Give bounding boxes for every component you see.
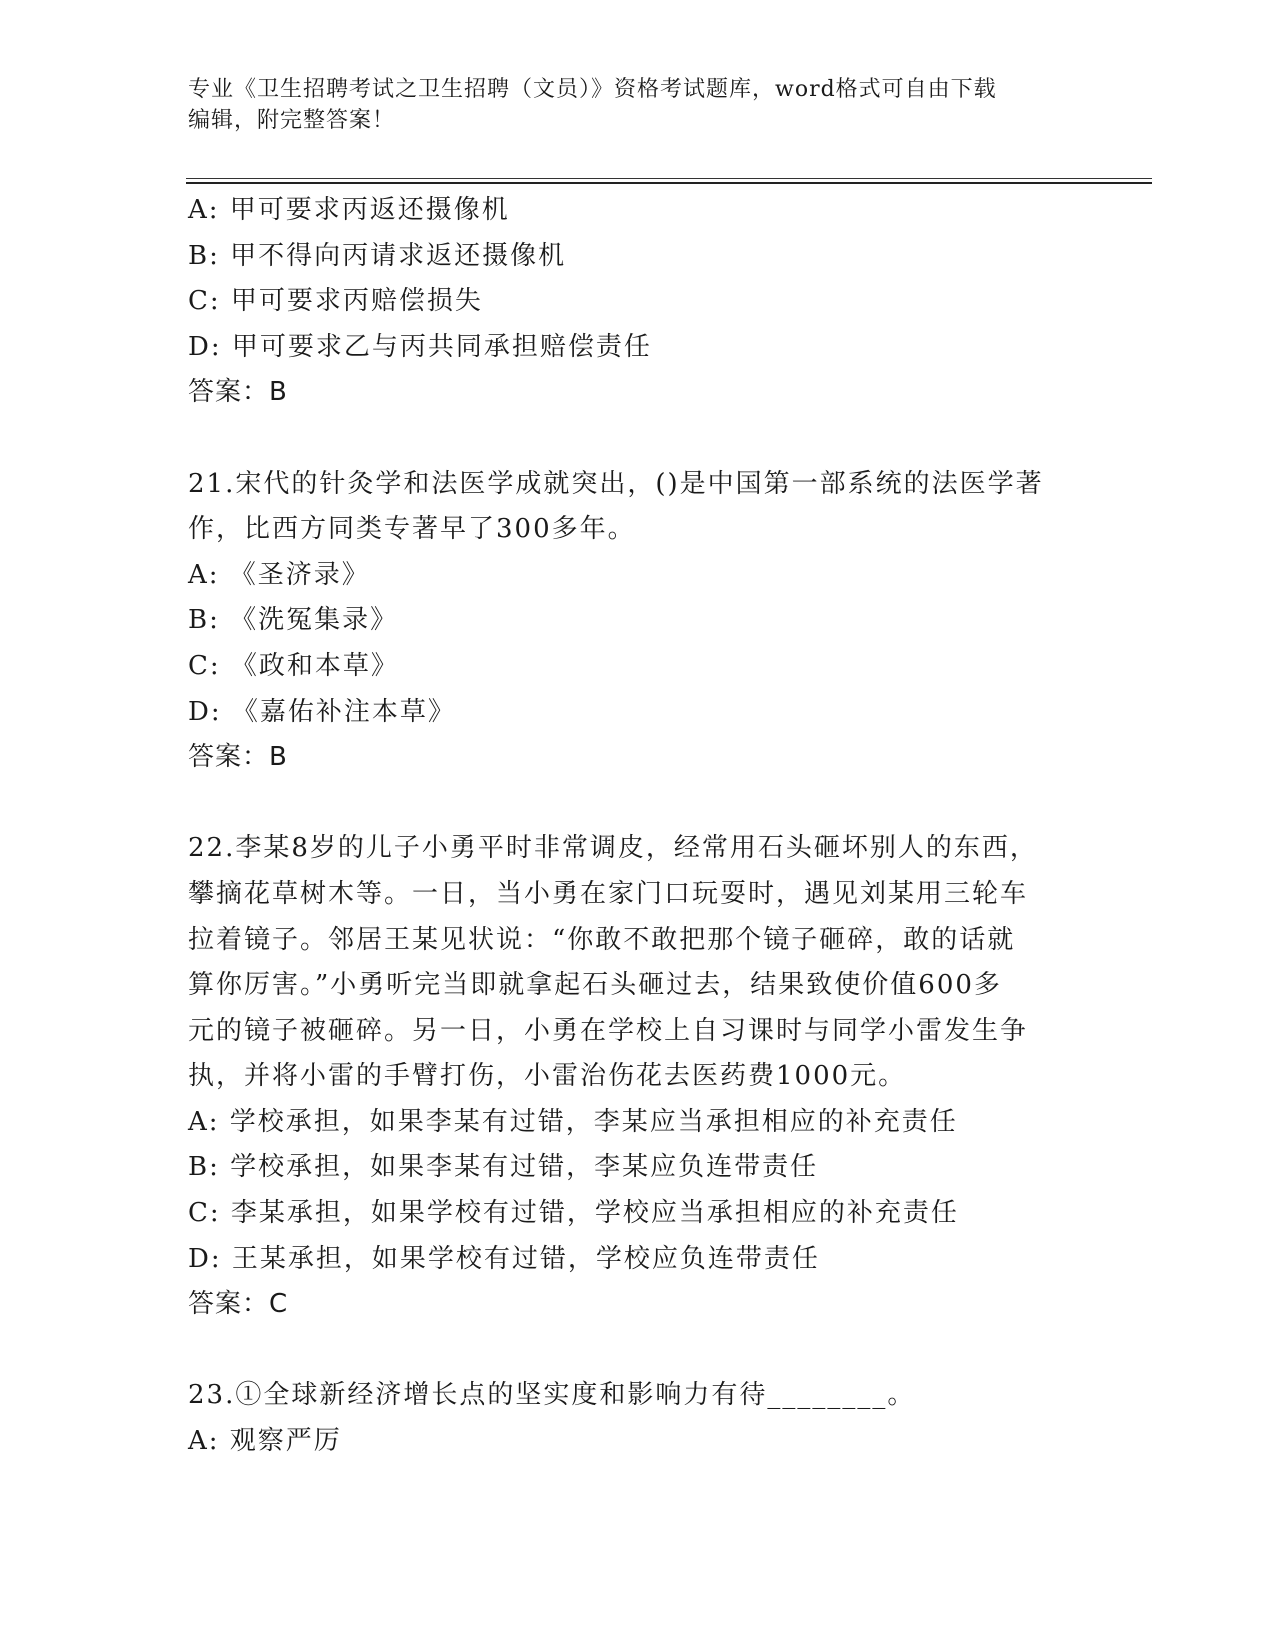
question-stem-line: 拉着镜子。邻居王某见状说：“你敢不敢把那个镜子砸碎，敢的话就: [188, 924, 1016, 955]
option-d: D: 王某承担，如果学校有过错，学校应负连带责任: [188, 1243, 820, 1274]
question-list: [188, 188, 1088, 1465]
option-a: A: 观察严厉: [188, 1426, 342, 1457]
question-stem-line: 22.李某8岁的儿子小勇平时非常调皮，经常用石头砸坏别人的东西，: [188, 833, 1038, 864]
question-block-21: [188, 462, 1088, 781]
option-c: C: 《政和本草》: [188, 650, 399, 681]
header-line-1: 专业《卫生招聘考试之卫生招聘（文员）》资格考试题库，word格式可自由下载: [188, 77, 997, 102]
option-b: B: 学校承担，如果李某有过错，李某应负连带责任: [188, 1152, 819, 1183]
question-stem-line: 元的镜子被砸碎。另一日，小勇在学校上自习课时与同学小雷发生争: [188, 1015, 1029, 1046]
option-a: A: 甲可要求丙返还摄像机: [188, 195, 510, 225]
question-block-22: [188, 826, 1088, 1328]
option-a: A: 学校承担，如果李某有过错，李某应当承担相应的补充责任: [188, 1106, 958, 1137]
question-stem-line: 执，并将小雷的手臂打伤，小雷治伤花去医药费1000元。: [188, 1061, 907, 1092]
answer-line: 答案：C: [188, 1289, 289, 1320]
answer-line: 答案：B: [188, 742, 288, 773]
question-stem-line: 作，比西方同类专著早了300多年。: [188, 514, 636, 545]
question-stem-line: 23.①全球新经济增长点的坚实度和影响力有待________。: [188, 1380, 916, 1411]
question-block-prev: [188, 188, 1088, 416]
document-header: [188, 74, 1068, 136]
option-b: B: 《洗冤集录》: [188, 605, 399, 636]
option-c: C: 李某承担，如果学校有过错，学校应当承担相应的补充责任: [188, 1198, 959, 1229]
option-d: D: 《嘉佑补注本草》: [188, 696, 456, 727]
question-stem-line: 算你厉害。”小勇听完当即就拿起石头砸过去，结果致使价值600多: [188, 970, 1002, 1001]
header-rule-thick: [186, 182, 1152, 184]
answer-line: 答案：B: [188, 377, 288, 408]
spacer: [188, 416, 1088, 462]
question-stem-line: 21.宋代的针灸学和法医学成就突出，()是中国第一部系统的法医学著: [188, 468, 1044, 499]
header-line-2: 编辑，附完整答案！: [188, 108, 396, 133]
option-c: C: 甲可要求丙赔偿损失: [188, 286, 483, 317]
spacer: [188, 781, 1088, 827]
option-d: D: 甲可要求乙与丙共同承担赔偿责任: [188, 331, 652, 362]
option-b: B: 甲不得向丙请求返还摄像机: [188, 240, 567, 271]
option-a: A: 《圣济录》: [188, 559, 370, 590]
spacer: [188, 1328, 1088, 1374]
question-stem-line: 攀摘花草树木等。一日，当小勇在家门口玩耍时，遇见刘某用三轮车: [188, 878, 1029, 909]
question-block-23: [188, 1373, 1088, 1464]
header-rule-thin: [186, 178, 1152, 179]
